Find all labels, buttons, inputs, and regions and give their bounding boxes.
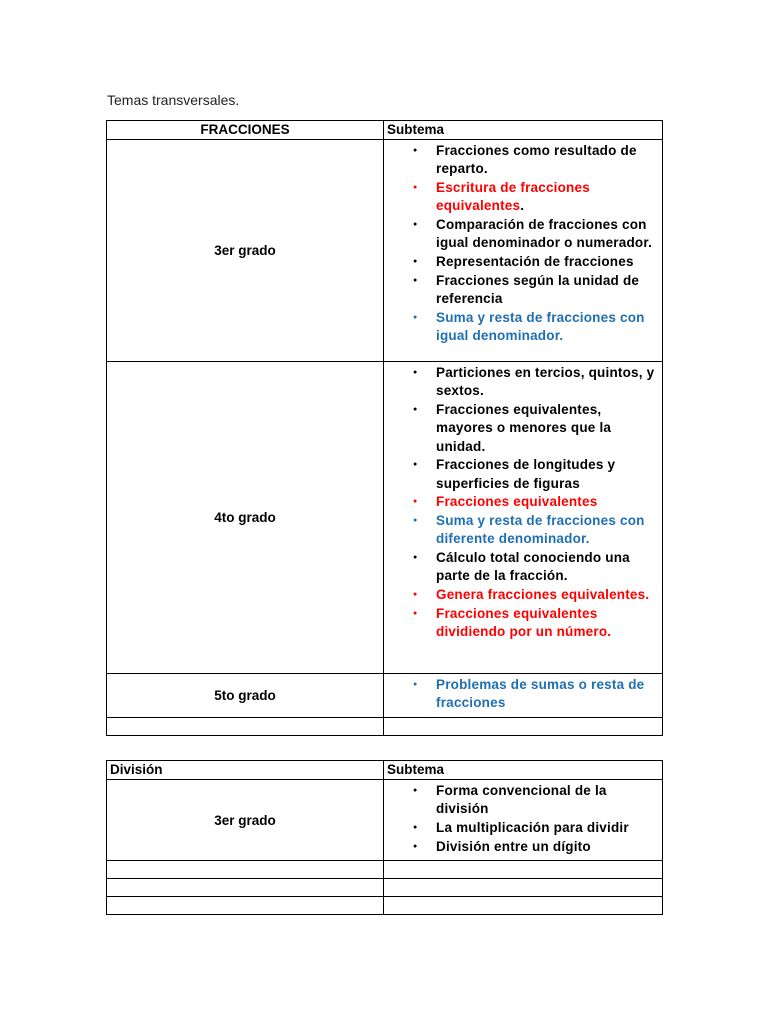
- subtema-list: [384, 674, 662, 717]
- subtema-list: [384, 780, 662, 860]
- subtema-text: Genera fracciones equivalentes.: [436, 586, 650, 602]
- list-item: [436, 605, 656, 642]
- intro-text: Temas transversales.: [107, 92, 240, 108]
- column-header-division: División: [107, 761, 384, 780]
- subtema-text: Fracciones equivalentes dividiendo por un número.: [436, 605, 612, 639]
- empty-cell: [384, 861, 663, 879]
- empty-cell: [384, 879, 663, 897]
- list-item: [436, 401, 656, 456]
- table-row: [107, 140, 663, 362]
- subtema-text: Forma convencional de la división: [436, 783, 607, 817]
- list-item: [436, 819, 656, 837]
- list-item: [436, 179, 656, 216]
- grade-cell: 5to grado: [107, 674, 384, 718]
- empty-cell: [384, 897, 663, 915]
- list-item: [436, 456, 656, 493]
- column-header-fracciones: FRACCIONES: [107, 121, 384, 140]
- empty-cell: [384, 717, 663, 735]
- subtema-list: [384, 140, 662, 350]
- subtema-list: [384, 362, 662, 646]
- column-header-subtema: Subtema: [384, 121, 663, 140]
- empty-cell: [107, 897, 384, 915]
- subtema-cell: [384, 780, 663, 861]
- subtema-text: Fracciones equivalentes, mayores o menores que la unidad.: [436, 401, 612, 454]
- empty-table-row: [107, 879, 663, 897]
- subtema-text: Representación de fracciones: [436, 253, 634, 269]
- subtema-text: Particiones en tercios, quintos, y sextos.: [436, 365, 655, 399]
- list-item: [436, 676, 656, 713]
- subtema-cell: [384, 674, 663, 718]
- empty-cell: [107, 861, 384, 879]
- list-item: [436, 253, 656, 271]
- list-item: [436, 512, 656, 549]
- subtema-text: Comparación de fracciones con igual denominador o numerador.: [436, 216, 653, 251]
- list-item: [436, 364, 656, 401]
- list-item: [436, 549, 656, 586]
- table-row: [107, 362, 663, 674]
- grade-cell: 3er grado: [107, 780, 384, 861]
- grade-cell: 3er grado: [107, 140, 384, 362]
- empty-table-row: [107, 897, 663, 915]
- subtema-text: Suma y resta de fracciones con igual denominador.: [436, 309, 645, 343]
- subtema-text: Cálculo total conociendo una parte de la fracción.: [436, 549, 630, 584]
- subtema-cell: [384, 140, 663, 362]
- empty-cell: [107, 717, 384, 735]
- subtema-text: Escritura de fracciones equivalentes: [436, 179, 590, 214]
- subtema-text: Fracciones de longitudes y superficies de figuras: [436, 457, 616, 491]
- list-item: [436, 586, 656, 604]
- list-item: [436, 493, 656, 511]
- empty-table-row: [107, 717, 663, 735]
- subtema-text: División entre un dígito: [436, 838, 591, 854]
- table-header-row: [107, 121, 663, 140]
- list-item: [436, 782, 656, 819]
- subtema-text: La multiplicación para dividir: [436, 819, 629, 835]
- table-row: [107, 780, 663, 861]
- subtema-text: Fracciones equivalentes: [436, 494, 598, 510]
- list-item: [436, 272, 656, 309]
- list-item: [436, 838, 656, 856]
- subtema-text-suffix: .: [520, 198, 525, 214]
- column-header-subtema: Subtema: [384, 761, 663, 780]
- subtema-text: Fracciones según la unidad de referencia: [436, 272, 640, 306]
- empty-cell: [107, 879, 384, 897]
- table-header-row: [107, 761, 663, 780]
- list-item: [436, 309, 656, 346]
- table-row: [107, 674, 663, 718]
- subtema-text: Fracciones como resultado de reparto.: [436, 143, 637, 177]
- empty-table-row: [107, 861, 663, 879]
- list-item: [436, 216, 656, 253]
- division-table: [106, 760, 663, 915]
- subtema-text: Suma y resta de fracciones con diferente denominador.: [436, 512, 645, 547]
- subtema-text: Problemas de sumas o resta de fracciones: [436, 677, 645, 711]
- list-item: [436, 142, 656, 179]
- division-table-body: [107, 780, 663, 915]
- fracciones-table-body: [107, 140, 663, 736]
- fracciones-table: [106, 120, 663, 736]
- subtema-cell: [384, 362, 663, 674]
- grade-cell: 4to grado: [107, 362, 384, 674]
